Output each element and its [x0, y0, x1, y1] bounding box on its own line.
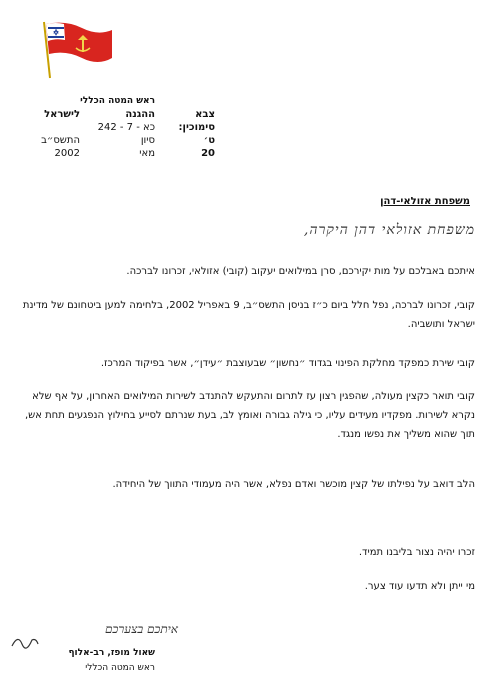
meta-extra: 2002: [54, 148, 80, 159]
meta-value: סיון: [140, 135, 155, 146]
meta-extra-spacer: [35, 121, 80, 134]
paragraph-fallen: קובי, זכרונו לברכה, נפל חלל ביום כ״ז בניסן התשס״ב, 9 באפריל 2002, בלחימה למען ביטחונם של מדינת ישראל ותושביה.: [22, 300, 475, 330]
idf-chief-title: ראש המטה הכללי: [80, 96, 155, 106]
signatory-name: שאול מופז, רב-אלוף: [68, 648, 155, 658]
paragraph-condolence: איתכם באבלכם על מות יקירכם, סרן במילואים יעקוב (קובי) אזולאי, זכרונו לברכה.: [126, 266, 475, 277]
meta-label: סימוכין:: [178, 122, 215, 133]
paragraph-praise: קובי תואר כקצין מעולה, שהפגין רצון עז לתרום והתעקש להתנדב לשירות המילואים האחרון, על אף שלא נקרא לשירות. מפקדיו מעידים עליו, כי גילה גבורה ואומץ לב, בעת שנרתם לסייע בחילוץ הנפגעים תחת אש, תוך שהוא משליך את נפשו מנגד.: [24, 391, 475, 440]
meta-header-2: ההגנה: [125, 109, 155, 120]
meta-column-values: [85, 108, 155, 160]
meta-value: מאי: [139, 148, 155, 159]
meta-label: ט׳: [203, 135, 215, 146]
meta-value: כא - 7 - 242: [97, 122, 155, 133]
handwritten-greeting: משפחת אזולאי דהן היקרה,: [303, 222, 475, 238]
meta-column-extra: [35, 108, 80, 160]
meta-label: 20: [201, 148, 215, 159]
meta-column-labels: [175, 108, 215, 160]
paragraph-grief: הלב דואב על נפילתו של קצין מוכשר ואדם נפלא, אשר היה מעמודי התווך של היחידה.: [112, 479, 475, 490]
paragraph-remembrance: זכרו יהיה נצור בליבנו תמיד.: [358, 547, 475, 558]
meta-header-3: לישראל: [44, 109, 80, 120]
recipient-line: משפחת אזולאי-דהן: [380, 196, 470, 207]
signatory-title: ראש המטה הכללי: [85, 663, 155, 673]
meta-header-1: צבא: [195, 109, 215, 120]
paragraph-closing: מי ייתן ולא תדעו עוד צער.: [364, 581, 475, 592]
paragraph-service: קובי שירת כמפקד מחלקת הפינוי בגדוד ״נחשון״ שבעוצבת ״עידן״, אשר בפיקוד המרכז.: [100, 358, 475, 369]
handwritten-signature: איתכם בצערכם: [105, 622, 178, 636]
idf-flag-icon: [38, 18, 118, 80]
meta-extra: התשס״ב: [41, 135, 80, 146]
